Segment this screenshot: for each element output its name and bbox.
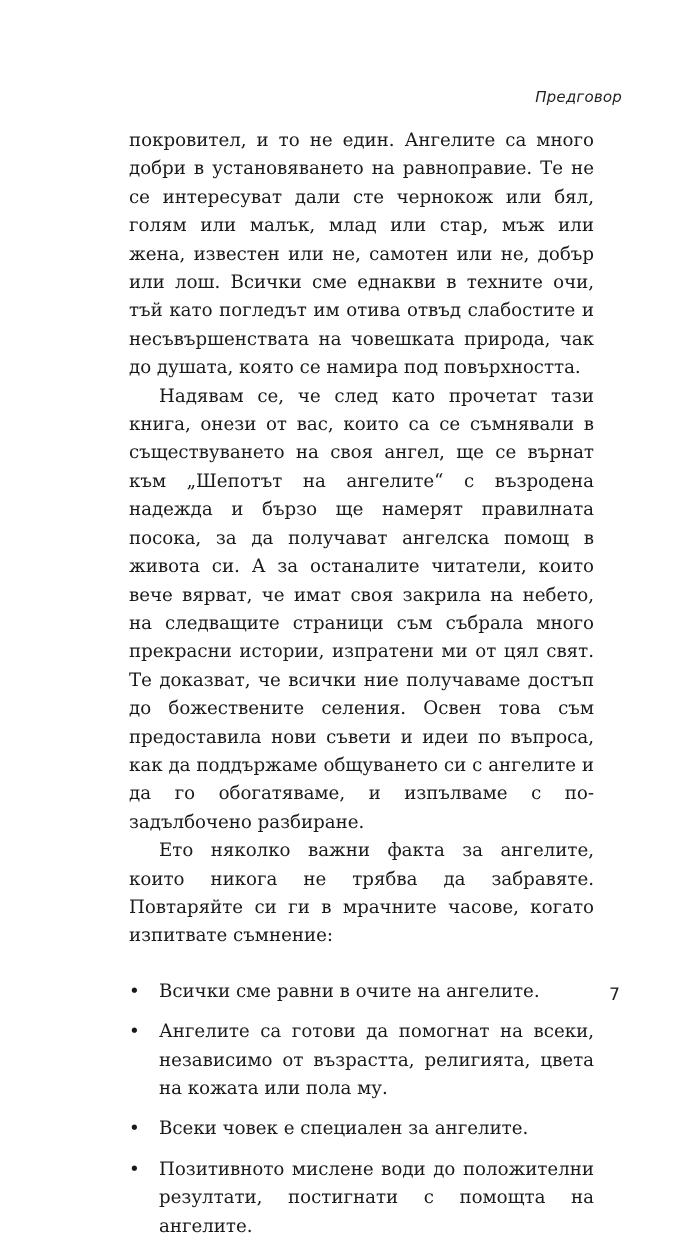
bullet-icon: • (129, 1021, 140, 1043)
facts-list (129, 978, 594, 1241)
page-number: 7 (609, 985, 620, 1005)
list-item (129, 978, 594, 1006)
running-header: Предговор (535, 88, 622, 106)
list-item-text: Позитивното мислене води до положителни резултати, постигнати с помощта на ангелите. (159, 1158, 594, 1237)
list-item-text: Ангелите са готови да помогнат на всеки, независимо от възрастта, религията, цвета на кожата или пола му. (159, 1021, 594, 1099)
list-item-text: Всички сме равни в очите на ангелите. (159, 980, 540, 1002)
list-item (129, 1018, 594, 1103)
page-body (129, 127, 594, 1253)
list-item-text: Всеки човек е специален за ангелите. (159, 1118, 529, 1140)
bullet-icon: • (129, 1158, 140, 1180)
bullet-icon: • (129, 980, 140, 1002)
paragraph-3: Ето няколко важни факта за ангелите, които никога не трябва да забравяте. Повтаряйте си ги в мрачните часове, когато изпитвате съмнение: (129, 840, 594, 947)
list-item (129, 1156, 594, 1241)
list-item (129, 1115, 594, 1143)
paragraph-2: Надявам се, че след като прочетат тази книга, онези от вас, които са се съмнявали в съществуването на своя ангел, ще се върнат към „Шепотът на ангелите“ с възродена надежда и бързо ще намерят правилната посока, за да получават ангелска помощ в живота си. А за останалите читатели, които вече вярват, че имат своя закрила на небето, на следващите страници съм събрала много прекрасни истории, изпратени ми от цял свят. Те доказват, че всички ние получаваме достъп до божествените селения. Освен това съм предоставила нови съвети и идеи по въпроса, как да поддържаме общуването си с ангелите и да го обогатяваме, и изпълваме с по-задълбочено разбиране. (129, 385, 594, 833)
paragraph-1: покровител, и то не един. Ангелите са много добри в установяването на равноправие. Те не се интересуват дали сте чернокож или бял, голям или малък, млад или стар, мъж или жена, известен или не, самотен или не, добър или лош. Всички сме еднакви в техните очи, тъй като погледът им отива отвъд слабостите и несъвършенствата на човешката природа, чак до душата, която се намира под повърхността. (129, 130, 594, 379)
bullet-icon: • (129, 1118, 140, 1140)
